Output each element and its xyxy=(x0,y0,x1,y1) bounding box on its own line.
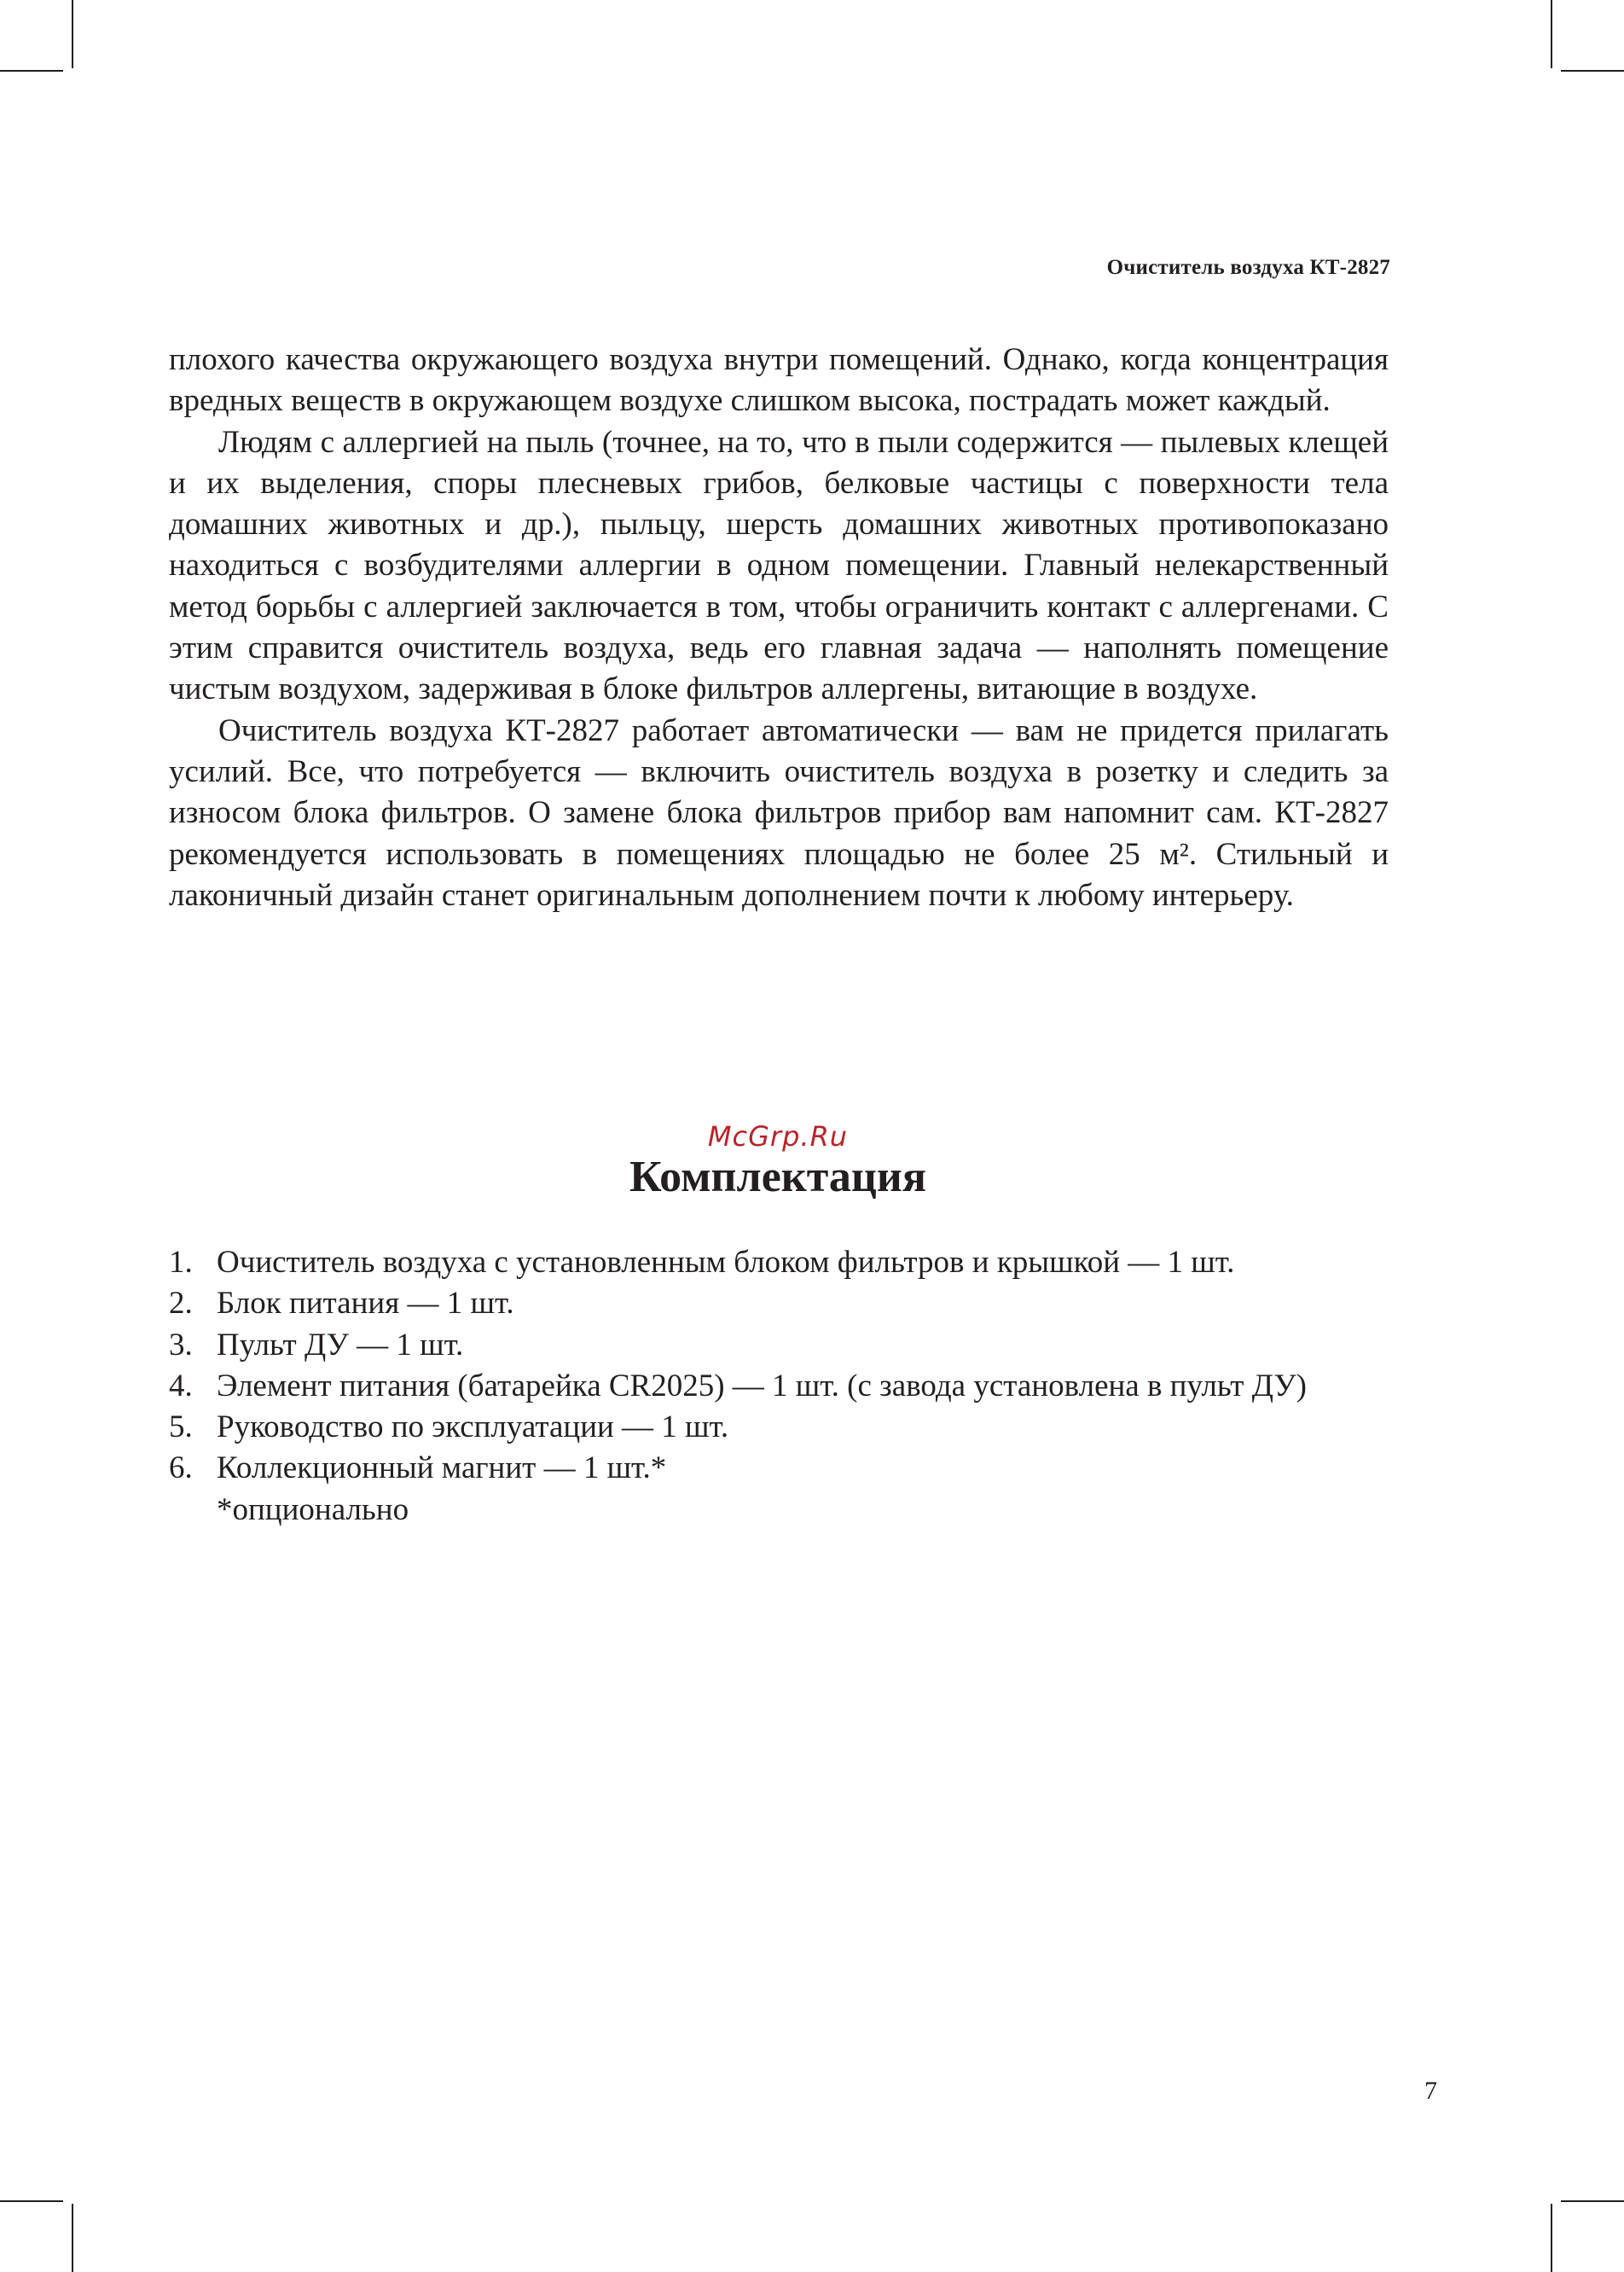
list-item-text: Элемент питания (батарейка CR2025) — 1 шт. (с завода установлена в пульт ДУ) xyxy=(217,1368,1307,1403)
crop-mark-bottom-right xyxy=(1551,2204,1552,2272)
list-item xyxy=(169,1283,1448,1324)
list-item-text: Руководство по эксплуатации — 1 шт. xyxy=(217,1409,729,1445)
list-item-number: 1. xyxy=(169,1245,193,1280)
list-item-number: 4. xyxy=(169,1368,193,1403)
body-text xyxy=(169,340,1389,916)
footnote: *опционально xyxy=(217,1492,409,1527)
crop-mark-top-right xyxy=(1551,0,1552,68)
page-number: 7 xyxy=(1424,2077,1437,2105)
paragraph: плохого качества окружающего воздуха внутри помещений. Однако, когда концентрация вредных веществ в окружающем воздухе слишком высока, пострадать может каждый. xyxy=(169,342,1389,419)
paragraph: Очиститель воздуха КТ-2827 работает автоматически — вам не придется прилагать усилий. Все, что потребуется — включить очиститель воздуха в розетку и следить за износом блока фильтров. О замене блока фильтров прибор вам напомнит сам. КТ-2827 рекомендуется использовать в помещениях площадью не более 25 м². Стильный и лаконичный дизайн станет оригинальным дополнением почти к любому интерьеру. xyxy=(169,712,1389,913)
running-header: Очиститель воздуха КТ-2827 xyxy=(1106,256,1390,279)
crop-mark-bottom-left xyxy=(72,2204,73,2272)
list-item-number: 5. xyxy=(169,1409,193,1445)
list-item-text: Коллекционный магнит — 1 шт.* xyxy=(217,1450,667,1486)
list-item-number: 2. xyxy=(169,1286,193,1322)
list-item xyxy=(169,1448,1448,1489)
crop-mark-bottom-left xyxy=(0,2200,63,2202)
list-item-number: 6. xyxy=(169,1450,193,1486)
section-title: Комплектация xyxy=(629,1153,926,1201)
crop-mark-bottom-right xyxy=(1561,2200,1624,2202)
crop-mark-top-right xyxy=(1561,70,1624,72)
crop-mark-top-left xyxy=(72,0,73,68)
list-item xyxy=(169,1407,1448,1448)
watermark: McGrp.Ru xyxy=(707,1120,849,1153)
list-item-text: Пульт ДУ — 1 шт. xyxy=(217,1327,464,1363)
crop-mark-top-left xyxy=(0,70,63,72)
list-item xyxy=(169,1366,1448,1407)
list-item xyxy=(169,1325,1448,1366)
list-item-text: Очиститель воздуха с установленным блоком фильтров и крышкой — 1 шт. xyxy=(217,1245,1235,1280)
list-item-number: 3. xyxy=(169,1327,193,1363)
paragraph: Людям с аллергией на пыль (точнее, на то, что в пыли содержится — пылевых клещей и их выделения, споры плесневых грибов, белковые частицы с поверхности тела домашних животных и др.), пыльцу, шерсть домашних животных противопоказано находиться с возбудителями аллергии в одном помещении. Главный нелекарственный метод борьбы с аллергией заключается в том, чтобы ограничить контакт с аллергенами. С этим справится очиститель воздуха, ведь его главная задача — наполнять помещение чистым воздухом, задерживая в блоке фильтров аллергены, витающие в воздухе. xyxy=(169,424,1389,707)
contents-list xyxy=(169,1242,1448,1490)
list-item xyxy=(169,1242,1448,1283)
list-item-text: Блок питания — 1 шт. xyxy=(217,1286,514,1322)
